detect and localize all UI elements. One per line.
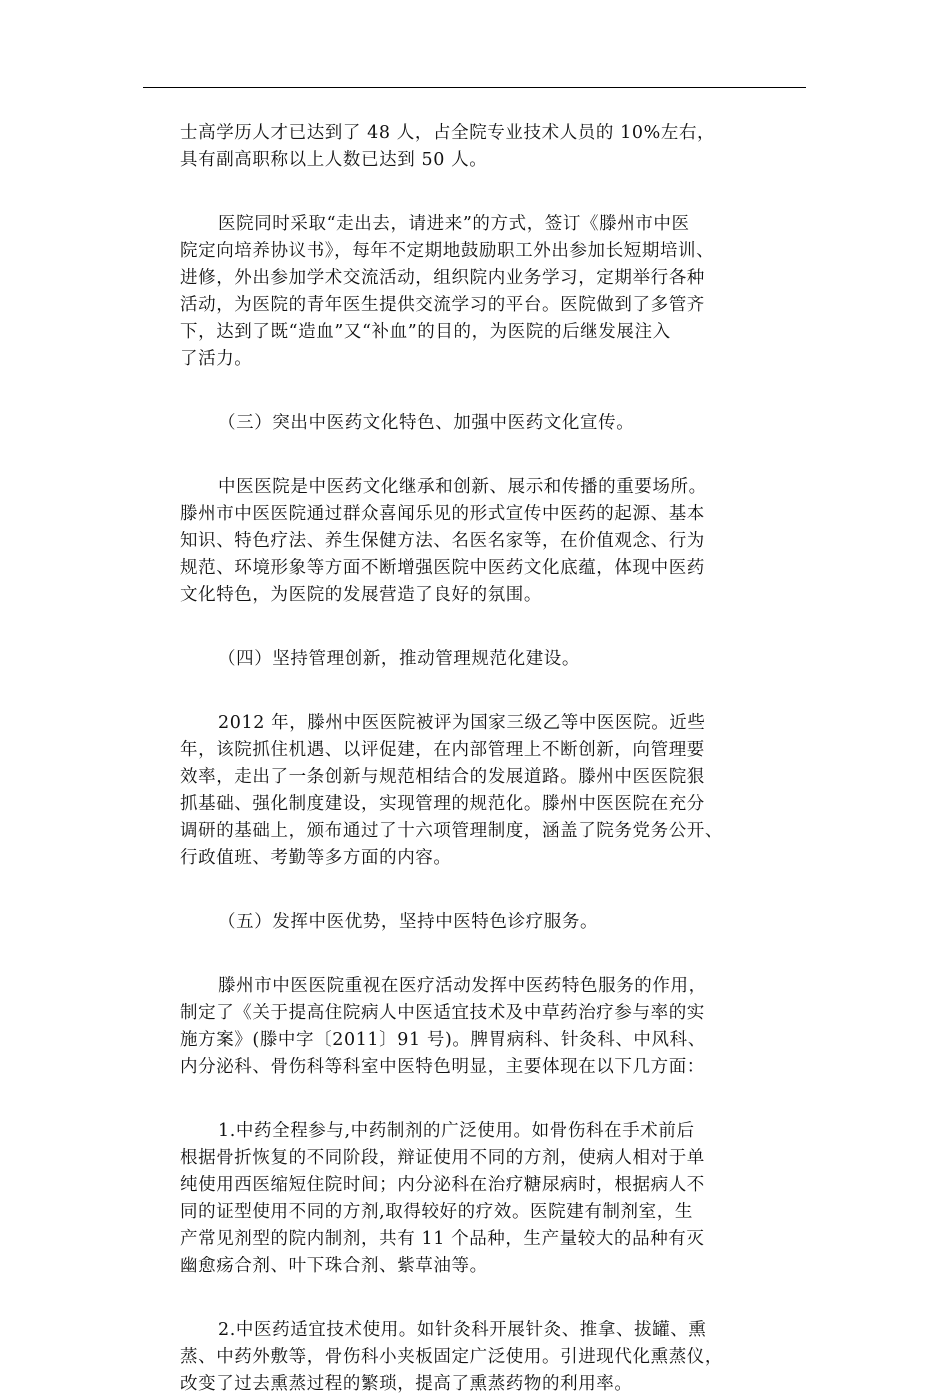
document-body — [180, 120, 780, 1398]
text-line: 施方案》(滕中字〔2011〕91 号)。脾胃病科、针灸科、中风科、 — [180, 1030, 706, 1050]
text-line: 调研的基础上，颁布通过了十六项管理制度，涵盖了院务党务公开、 — [180, 821, 723, 841]
text-line: 士高学历人才已达到了 48 人，占全院专业技术人员的 10%左右， — [180, 123, 716, 143]
text-line: 根据骨折恢复的不同阶段，辩证使用不同的方剂，使病人相对于单 — [180, 1148, 705, 1168]
paragraph-management — [180, 710, 780, 872]
text-line: 幽愈疡合剂、叶下珠合剂、紫草油等。 — [180, 1256, 488, 1276]
text-line: 抓基础、强化制度建设，实现管理的规范化。滕州中医医院在充分 — [180, 794, 705, 814]
text-line: 中医医院是中医药文化继承和创新、展示和传播的重要场所。 — [218, 477, 707, 497]
text-line: 改变了过去熏蒸过程的繁琐，提高了熏蒸药物的利用率。 — [180, 1374, 633, 1394]
header-rule — [143, 87, 806, 88]
paragraph-training — [180, 211, 780, 373]
heading-line: （四）坚持管理创新，推动管理规范化建设。 — [218, 649, 580, 669]
text-line: 滕州市中医医院通过群众喜闻乐见的形式宣传中医药的起源、基本 — [180, 504, 705, 524]
text-line: 纯使用西医缩短住院时间；内分泌科在治疗糖尿病时，根据病人不 — [180, 1175, 705, 1195]
text-line: 2012 年，滕州中医医院被评为国家三级乙等中医医院。近些 — [218, 713, 706, 733]
heading-line: （五）发挥中医优势，坚持中医特色诊疗服务。 — [218, 912, 599, 932]
text-line: 制定了《关于提高住院病人中医适宜技术及中草药治疗参与率的实 — [180, 1003, 705, 1023]
text-line: 内分泌科、骨伤科等科室中医特色明显，主要体现在以下几方面： — [180, 1057, 705, 1077]
paragraph-item-2 — [180, 1317, 780, 1398]
text-line: 具有副高职称以上人数已达到 50 人。 — [180, 150, 488, 170]
text-line: 2.中医药适宜技术使用。如针灸科开展针灸、推拿、拔罐、熏 — [218, 1320, 707, 1340]
text-line: 了活力。 — [180, 349, 253, 369]
text-line: 年，该院抓住机遇、以评促建，在内部管理上不断创新，向管理要 — [180, 740, 705, 760]
paragraph-item-1 — [180, 1118, 780, 1280]
text-line: 进修，外出参加学术交流活动，组织院内业务学习，定期举行各种 — [180, 268, 705, 288]
paragraph-continuation — [180, 120, 780, 174]
text-line: 院定向培养协议书》，每年不定期地鼓励职工外出参加长短期培训、 — [180, 241, 715, 261]
text-line: 效率，走出了一条创新与规范相结合的发展道路。滕州中医医院狠 — [180, 767, 705, 787]
text-line: 滕州市中医医院重视在医疗活动发挥中医药特色服务的作用， — [218, 976, 707, 996]
section-heading-5 — [180, 909, 780, 936]
text-line: 知识、特色疗法、养生保健方法、名医名家等，在价值观念、行为 — [180, 531, 705, 551]
text-line: 规范、环境形象等方面不断增强医院中医药文化底蕴，体现中医药 — [180, 558, 705, 578]
text-line: 活动，为医院的青年医生提供交流学习的平台。医院做到了多管齐 — [180, 295, 705, 315]
text-line: 文化特色，为医院的发展营造了良好的氛围。 — [180, 585, 542, 605]
heading-line: （三）突出中医药文化特色、加强中医药文化宣传。 — [218, 413, 635, 433]
paragraph-tcm-services — [180, 973, 780, 1081]
paragraph-culture — [180, 474, 780, 609]
text-line: 同的证型使用不同的方剂,取得较好的疗效。医院建有制剂室，生 — [180, 1202, 693, 1222]
text-line: 蒸、中药外敷等，骨伤科小夹板固定广泛使用。引进现代化熏蒸仪， — [180, 1347, 723, 1367]
text-line: 下，达到了既“造血”又“补血”的目的，为医院的后继发展注入 — [180, 322, 671, 342]
text-line: 医院同时采取“走出去，请进来”的方式，签订《滕州市中医 — [218, 214, 690, 234]
section-heading-4 — [180, 646, 780, 673]
text-line: 产常见剂型的院内制剂，共有 11 个品种，生产量较大的品种有灭 — [180, 1229, 705, 1249]
section-heading-3 — [180, 410, 780, 437]
text-line: 行政值班、考勤等多方面的内容。 — [180, 848, 452, 868]
text-line: 1.中药全程参与,中药制剂的广泛使用。如骨伤科在手术前后 — [218, 1121, 695, 1141]
